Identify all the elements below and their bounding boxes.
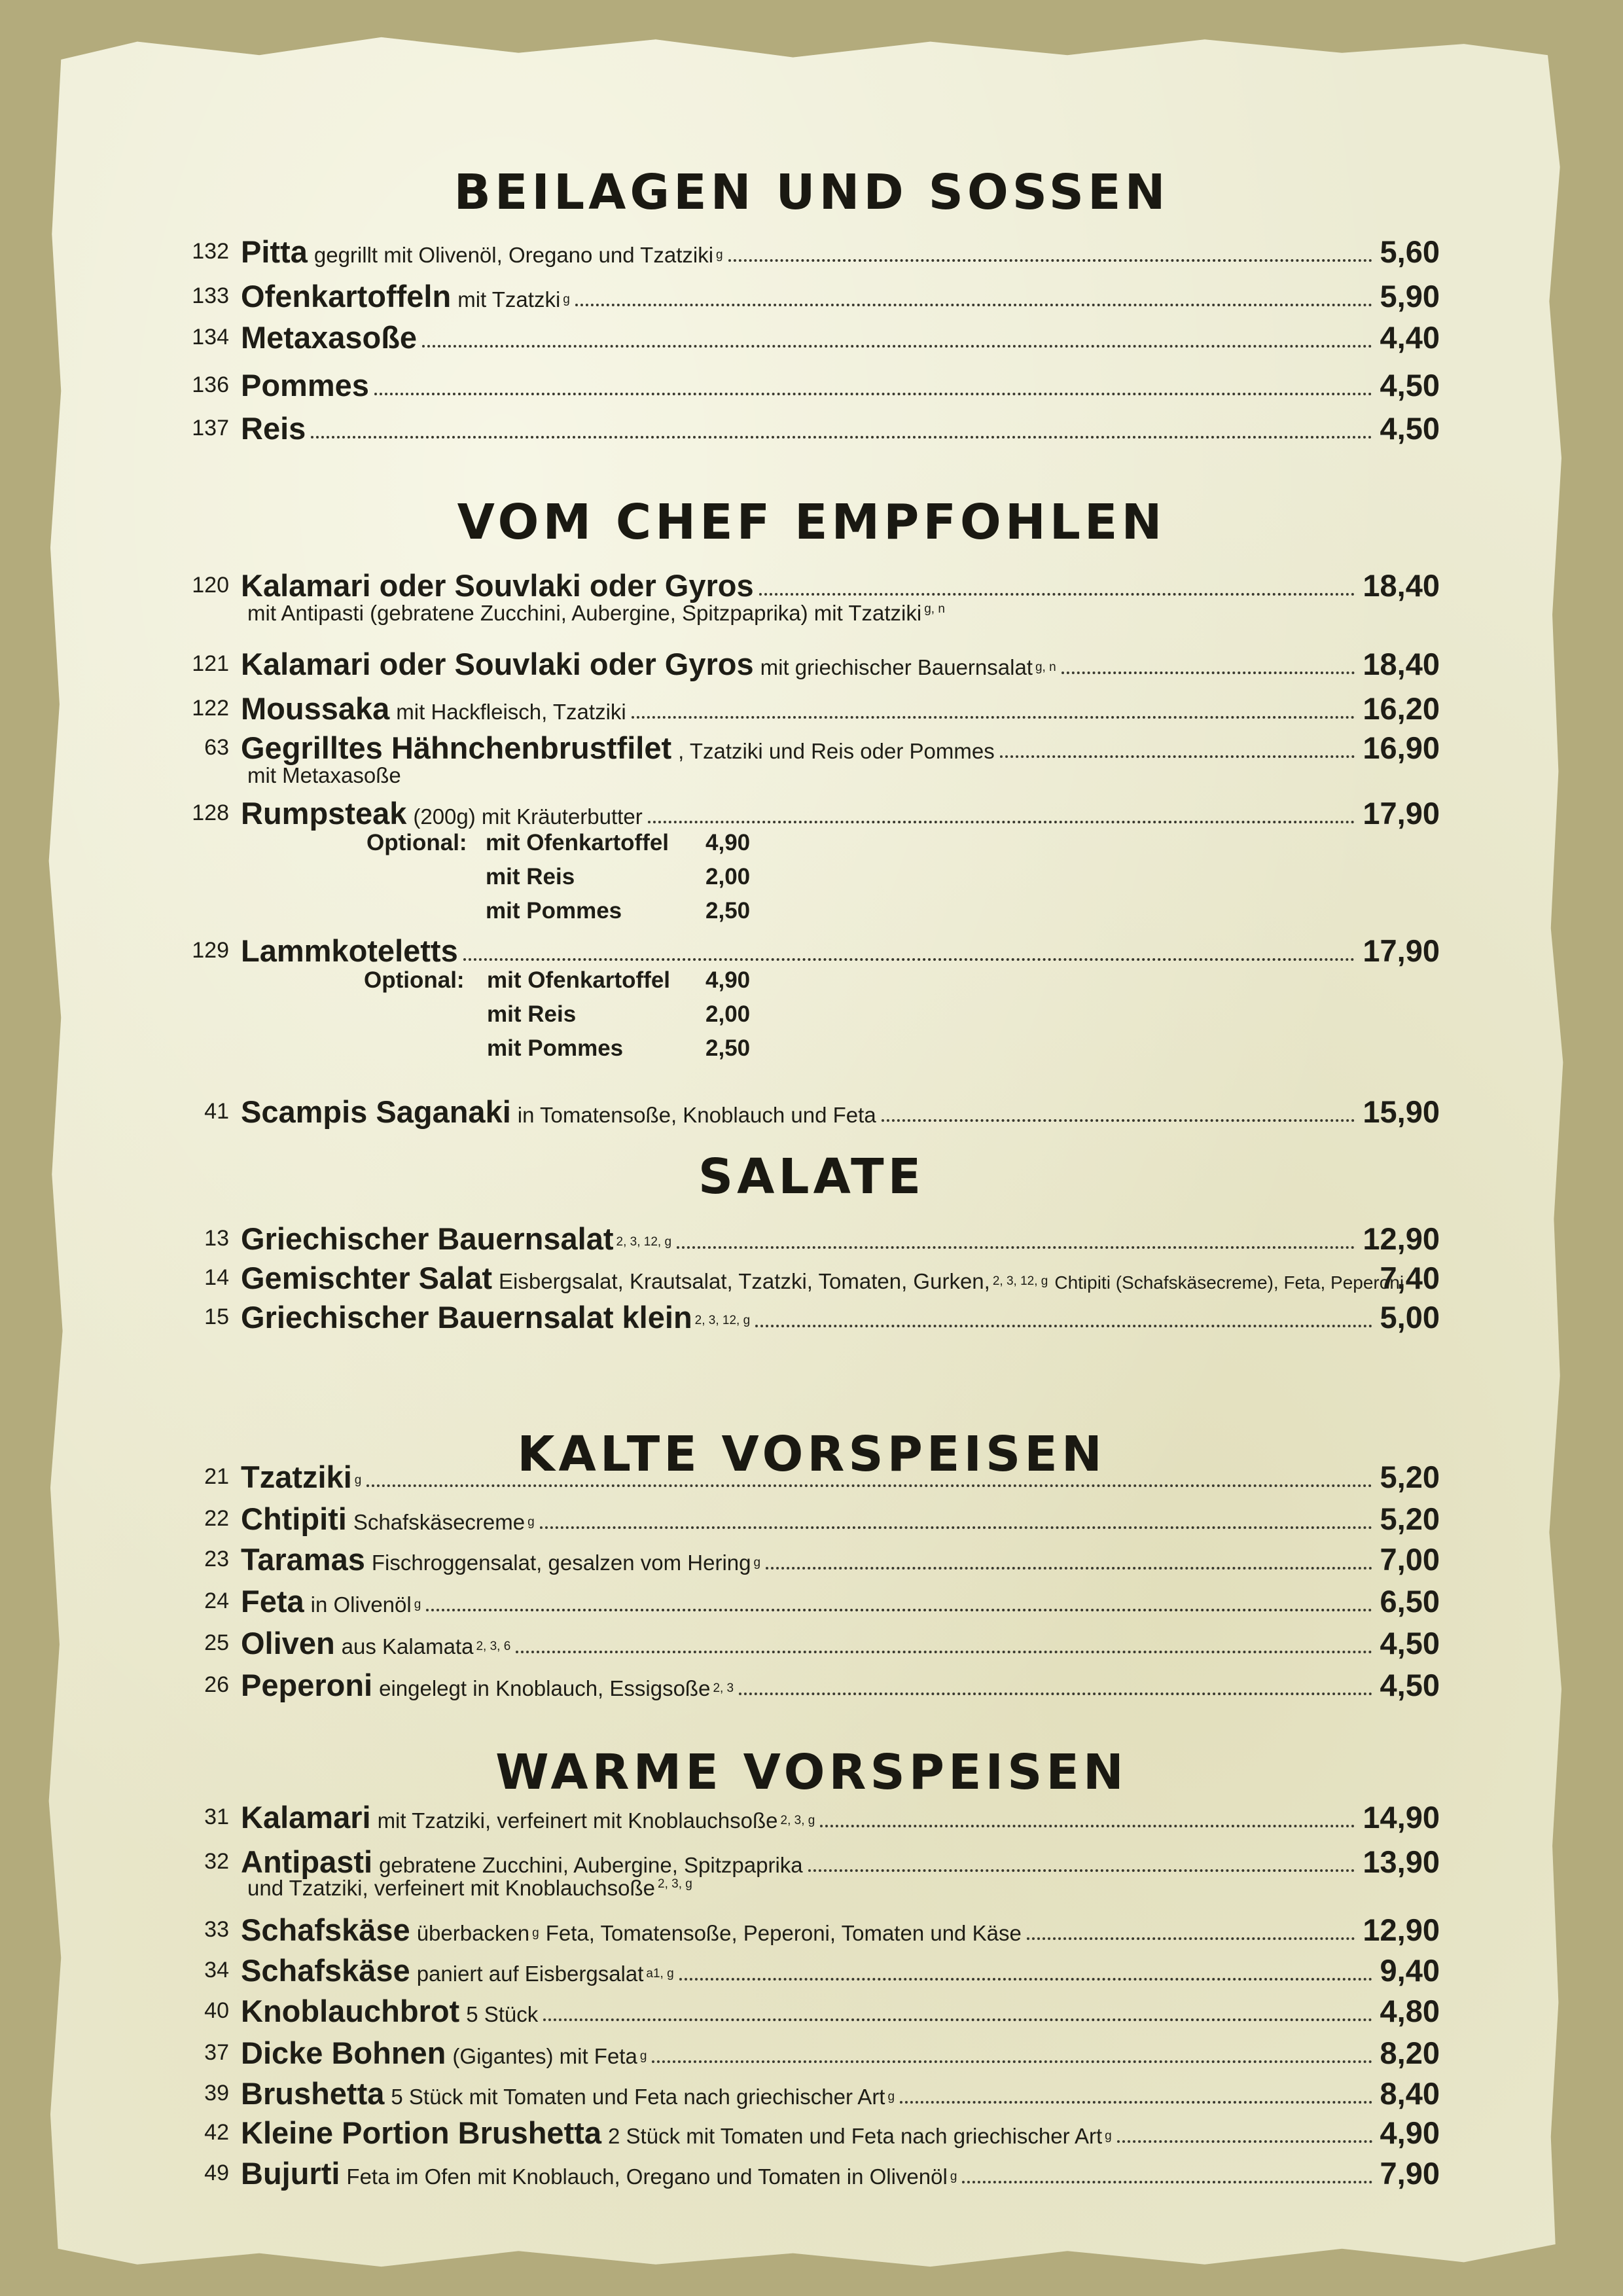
item-price: 7,90	[1380, 2156, 1440, 2191]
item-text	[241, 1955, 674, 1986]
dotted-leader	[374, 393, 1372, 395]
menu-item-row	[0, 564, 1623, 601]
item-description: Feta im Ofen mit Knoblauch, Oregano und Tomaten in Olivenöl	[346, 2164, 948, 2189]
item-number: 13	[204, 1226, 229, 1251]
menu-item-row	[0, 230, 1623, 267]
item-description: Fischroggensalat, gesalzen vom Hering	[371, 1551, 751, 1575]
dotted-leader	[677, 1246, 1355, 1249]
option-label: mit Reis	[486, 864, 575, 889]
item-price: 15,90	[1363, 1094, 1440, 1129]
item-price: 5,20	[1380, 1460, 1440, 1494]
allergen-codes: g	[527, 1515, 535, 1529]
item-description: 5 Stück mit Tomaten und Feta nach griechischer Art	[391, 2085, 885, 2109]
menu-item-row	[0, 2111, 1623, 2148]
option-label: mit Ofenkartoffel	[487, 967, 671, 993]
allergen-codes: g	[753, 1555, 761, 1570]
allergen-codes: g	[639, 2049, 647, 2063]
allergen-codes: g	[414, 1597, 421, 1611]
option-price: 2,00	[705, 1001, 751, 1027]
item-name: Antipasti	[241, 1844, 373, 1879]
item-price: 12,90	[1363, 1912, 1440, 1947]
item-number: 41	[204, 1099, 229, 1124]
item-description: überbacken	[416, 1921, 530, 1945]
allergen-codes: g	[887, 2089, 895, 2104]
item-name: Kalamari oder Souvlaki oder Gyros	[241, 647, 754, 681]
item-price: 4,50	[1380, 1668, 1440, 1702]
dotted-leader	[540, 1526, 1372, 1529]
menu-item-row	[0, 1217, 1623, 1254]
allergen-codes: 2, 3	[713, 1681, 734, 1695]
dotted-leader	[900, 2101, 1372, 2104]
dotted-leader	[1027, 1937, 1355, 1940]
dotted-leader	[426, 1609, 1372, 1611]
item-number: 31	[204, 1804, 229, 1829]
item-number: 33	[204, 1917, 229, 1942]
item-subline-text: und Tzatziki, verfeinert mit Knoblauchsoße	[247, 1876, 656, 1900]
item-price: 5,00	[1380, 1300, 1440, 1335]
item-number: 122	[192, 696, 229, 721]
dotted-leader	[820, 1825, 1355, 1827]
dotted-leader	[766, 1567, 1372, 1570]
section-title-salate: SALATE	[698, 1149, 925, 1205]
menu-item-row	[0, 726, 1623, 763]
allergen-codes: g	[563, 292, 570, 306]
menu-item-row	[0, 1498, 1623, 1534]
options-label: Optional:	[364, 967, 465, 993]
item-description: in Tomatensoße, Knoblauch und Feta	[517, 1103, 876, 1127]
option-price: 2,00	[705, 864, 751, 889]
item-number: 25	[204, 1630, 229, 1655]
item-text	[241, 1223, 671, 1254]
item-name: Oliven	[241, 1626, 335, 1660]
item-text	[241, 281, 570, 312]
item-price: 7,40	[1380, 1261, 1440, 1295]
allergen-codes: 2, 3, 12, g	[616, 1234, 672, 1249]
dotted-leader	[648, 821, 1355, 823]
item-number: 129	[192, 938, 229, 963]
allergen-codes: 2, 3, 12, g	[694, 1313, 751, 1327]
menu-item-row	[0, 275, 1623, 312]
item-price: 7,00	[1380, 1542, 1440, 1577]
option-price: 2,50	[705, 1035, 751, 1061]
menu-item-row	[0, 2072, 1623, 2109]
item-text	[241, 1462, 361, 1492]
dotted-leader	[1000, 755, 1355, 758]
section-title-warme: WARME VORSPEISEN	[495, 1744, 1128, 1801]
allergen-codes: g	[1105, 2128, 1112, 2143]
menu-item-row	[0, 316, 1623, 353]
option-label: mit Pommes	[487, 1035, 624, 1061]
item-name: Lammkoteletts	[241, 933, 458, 968]
menu-item-row	[0, 1990, 1623, 2026]
item-text	[241, 732, 995, 763]
dotted-leader	[1061, 672, 1355, 674]
item-price: 8,20	[1380, 2036, 1440, 2070]
item-number: 132	[192, 239, 229, 264]
item-description: gebratene Zucchini, Aubergine, Spitzpaprika	[379, 1853, 803, 1877]
item-number: 128	[192, 800, 229, 825]
menu-item-row	[0, 929, 1623, 966]
item-subline-text: mit Antipasti (gebratene Zucchini, Aubergine, Spitzpaprika) mit Tzatziki	[247, 601, 922, 625]
dotted-leader	[463, 958, 1355, 961]
item-number: 34	[204, 1958, 229, 1982]
item-price: 4,90	[1380, 2115, 1440, 2150]
dotted-leader	[543, 2018, 1372, 2021]
item-number: 32	[204, 1849, 229, 1874]
item-text	[241, 1670, 734, 1700]
item-name: Moussaka	[241, 691, 390, 726]
item-text	[241, 1802, 815, 1833]
item-description: mit Hackfleisch, Tzatziki	[396, 700, 626, 724]
item-name: Feta	[241, 1584, 304, 1619]
item-number: 121	[192, 651, 229, 676]
allergen-codes: g, n	[924, 602, 945, 616]
item-number: 133	[192, 283, 229, 308]
menu-item-row	[0, 1664, 1623, 1700]
item-number: 23	[204, 1547, 229, 1571]
item-name: Kleine Portion Brushetta	[241, 2115, 602, 2150]
item-text	[241, 2158, 957, 2189]
item-text	[241, 236, 723, 267]
menu-item-row	[0, 643, 1623, 679]
option-price: 4,90	[705, 830, 751, 855]
item-name: Pitta	[241, 234, 308, 269]
item-description: mit griechischer Bauernsalat	[760, 655, 1033, 679]
item-price: 4,50	[1380, 1626, 1440, 1660]
item-text	[241, 1996, 538, 2026]
item-description: , Tzatziki und Reis oder Pommes	[678, 739, 995, 763]
allergen-codes: a1, g	[646, 1966, 674, 1981]
allergen-codes: 2, 3, g	[780, 1813, 815, 1827]
menu-item-row	[0, 1456, 1623, 1492]
dotted-leader	[962, 2181, 1372, 2183]
item-number: 40	[204, 1998, 229, 2023]
dotted-leader	[652, 2060, 1372, 2063]
menu-item-row	[0, 1840, 1623, 1877]
allergen-codes: 2, 3, 6	[476, 1639, 511, 1653]
menu-item-row	[0, 2032, 1623, 2068]
item-text	[241, 798, 643, 829]
options-label: Optional:	[366, 830, 467, 855]
item-price: 5,90	[1380, 279, 1440, 314]
item-price: 17,90	[1363, 933, 1440, 968]
item-price: 18,40	[1363, 647, 1440, 681]
section-title-kalte: KALTE VORSPEISEN	[517, 1426, 1106, 1482]
item-price: 8,40	[1380, 2076, 1440, 2111]
item-price: 4,50	[1380, 368, 1440, 403]
allergen-codes: g, n	[1035, 660, 1056, 674]
dotted-leader	[632, 716, 1355, 719]
item-number: 136	[192, 372, 229, 397]
item-number: 39	[204, 2081, 229, 2106]
menu-item-row	[0, 1090, 1623, 1127]
allergen-codes: 2, 3, 12, g	[992, 1274, 1048, 1288]
item-price: 18,40	[1363, 568, 1440, 603]
item-price: 16,20	[1363, 691, 1440, 726]
allergen-codes: g	[354, 1473, 362, 1487]
item-number: 22	[204, 1506, 229, 1531]
item-text	[241, 649, 1056, 679]
allergen-codes: g	[950, 2169, 957, 2183]
section-title-beilagen: BEILAGEN UND SOSSEN	[454, 164, 1169, 221]
item-price: 16,90	[1363, 730, 1440, 765]
option-label: mit Pommes	[486, 898, 622, 924]
item-number: 14	[204, 1265, 229, 1290]
item-description: eingelegt in Knoblauch, Essigsoße	[379, 1676, 711, 1700]
item-text	[241, 413, 306, 444]
item-price: 12,90	[1363, 1221, 1440, 1256]
item-name: Griechischer Bauernsalat klein	[241, 1300, 692, 1335]
item-name: Rumpsteak	[241, 796, 407, 831]
dotted-leader	[679, 1978, 1372, 1981]
item-name: Griechischer Bauernsalat	[241, 1221, 614, 1256]
item-number: 120	[192, 573, 229, 598]
item-name: Reis	[241, 411, 306, 446]
allergen-codes: 2, 3, g	[658, 1877, 692, 1891]
menu-item-row	[0, 687, 1623, 724]
item-description-extra: Feta, Tomatensoße, Peperoni, Tomaten und Käse	[545, 1921, 1022, 1945]
dotted-leader	[422, 345, 1372, 348]
option-price: 2,50	[705, 898, 751, 924]
item-name: Kalamari	[241, 1800, 371, 1835]
item-description: (Gigantes) mit Feta	[452, 2044, 637, 2068]
item-text	[241, 693, 626, 724]
item-name: Pommes	[241, 368, 369, 403]
menu-item-row	[0, 1949, 1623, 1986]
item-number: 134	[192, 325, 229, 350]
item-name: Peperoni	[241, 1668, 373, 1702]
item-text	[241, 1263, 1404, 1293]
allergen-codes: g	[532, 1926, 539, 1940]
item-description: 5 Stück	[466, 2002, 539, 2026]
menu-item-row	[0, 1796, 1623, 1833]
item-text	[241, 1586, 421, 1617]
option-label: mit Ofenkartoffel	[486, 830, 669, 855]
item-price: 17,90	[1363, 796, 1440, 831]
item-name: Knoblauchbrot	[241, 1994, 460, 2028]
item-description: mit Tzatzki	[457, 287, 561, 312]
allergen-codes: g	[716, 247, 723, 262]
item-text	[241, 1914, 1022, 1945]
item-name: Schafskäse	[241, 1912, 410, 1947]
item-description: gegrillt mit Olivenöl, Oregano und Tzatziki	[313, 243, 714, 267]
item-number: 63	[204, 735, 229, 760]
item-name: Kalamari oder Souvlaki oder Gyros	[241, 568, 754, 603]
item-text	[241, 1302, 750, 1333]
item-number: 24	[204, 1588, 229, 1613]
dotted-leader	[755, 1325, 1372, 1327]
item-text	[241, 2037, 647, 2068]
item-name: Brushetta	[241, 2076, 385, 2111]
item-text	[241, 1096, 876, 1127]
item-subline	[247, 601, 945, 626]
item-number: 137	[192, 416, 229, 440]
item-text	[241, 570, 754, 601]
dotted-leader	[808, 1869, 1355, 1872]
item-description: Eisbergsalat, Krautsalat, Tzatzki, Tomaten, Gurken,	[499, 1269, 990, 1293]
item-number: 42	[204, 2120, 229, 2145]
item-name: Tzatziki	[241, 1460, 352, 1494]
item-text	[241, 1628, 510, 1659]
item-price: 4,50	[1380, 411, 1440, 446]
item-name: Taramas	[241, 1542, 365, 1577]
dotted-leader	[739, 1693, 1372, 1695]
option-label: mit Reis	[487, 1001, 577, 1027]
item-description: Schafskäsecreme	[353, 1510, 526, 1534]
dotted-leader	[728, 259, 1372, 262]
menu-item-row	[0, 2152, 1623, 2189]
item-name: Chtipiti	[241, 1501, 347, 1536]
item-subline	[247, 763, 401, 788]
dotted-leader	[759, 593, 1355, 596]
item-name: Metaxasoße	[241, 320, 418, 355]
menu-item-row	[0, 1538, 1623, 1575]
item-description: paniert auf Eisbergsalat	[416, 1962, 644, 1986]
item-description: aus Kalamata	[341, 1634, 474, 1659]
item-price: 4,40	[1380, 320, 1440, 355]
item-price: 5,20	[1380, 1501, 1440, 1536]
item-price: 6,50	[1380, 1584, 1440, 1619]
item-price: 13,90	[1363, 1844, 1440, 1879]
item-number: 21	[204, 1464, 229, 1489]
item-description: 2 Stück mit Tomaten und Feta nach griechischer Art	[608, 2124, 1103, 2148]
menu-item-row	[0, 1257, 1623, 1293]
menu-item-row	[0, 1622, 1623, 1659]
item-description: (200g) mit Kräuterbutter	[413, 804, 643, 829]
dotted-leader	[882, 1119, 1355, 1122]
item-name: Gegrilltes Hähnchenbrustfilet	[241, 730, 672, 765]
item-description: mit Tzatziki, verfeinert mit Knoblauchsoße	[377, 1808, 778, 1833]
menu-item-row	[0, 407, 1623, 444]
item-text	[241, 2117, 1112, 2148]
dotted-leader	[1117, 2140, 1372, 2143]
item-description: in Olivenöl	[310, 1592, 412, 1617]
dotted-leader	[311, 436, 1372, 439]
item-text	[241, 1503, 535, 1534]
item-subline	[247, 1876, 692, 1901]
item-number: 26	[204, 1672, 229, 1697]
item-number: 15	[204, 1304, 229, 1329]
item-price: 5,60	[1380, 234, 1440, 269]
item-text	[241, 322, 417, 353]
item-name: Dicke Bohnen	[241, 2036, 446, 2070]
menu-item-row	[0, 1580, 1623, 1617]
item-name: Ofenkartoffeln	[241, 279, 452, 314]
item-name: Scampis Saganaki	[241, 1094, 511, 1129]
item-name: Gemischter Salat	[241, 1261, 493, 1295]
menu-item-row	[0, 364, 1623, 401]
menu-item-row	[0, 1909, 1623, 1945]
item-subline-text: mit Metaxasoße	[247, 763, 401, 787]
item-text	[241, 370, 369, 401]
item-text	[241, 935, 458, 966]
item-text	[241, 2078, 895, 2109]
item-name: Bujurti	[241, 2156, 340, 2191]
option-price: 4,90	[705, 967, 751, 993]
dotted-leader	[366, 1484, 1372, 1487]
item-number: 37	[204, 2040, 229, 2065]
item-text	[241, 1846, 803, 1877]
item-price: 4,80	[1380, 1994, 1440, 2028]
item-name: Schafskäse	[241, 1953, 410, 1988]
menu-item-row	[0, 792, 1623, 829]
item-price: 14,90	[1363, 1800, 1440, 1835]
item-text	[241, 1544, 760, 1575]
dotted-leader	[575, 304, 1372, 306]
menu-item-row	[0, 1296, 1623, 1333]
dotted-leader	[516, 1651, 1372, 1653]
item-price: 9,40	[1380, 1953, 1440, 1988]
item-description-extra: Chtipiti (Schafskäsecreme), Feta, Peperoni	[1054, 1272, 1404, 1293]
section-title-chef: VOM CHEF EMPFOHLEN	[457, 494, 1166, 550]
item-number: 49	[204, 2161, 229, 2185]
